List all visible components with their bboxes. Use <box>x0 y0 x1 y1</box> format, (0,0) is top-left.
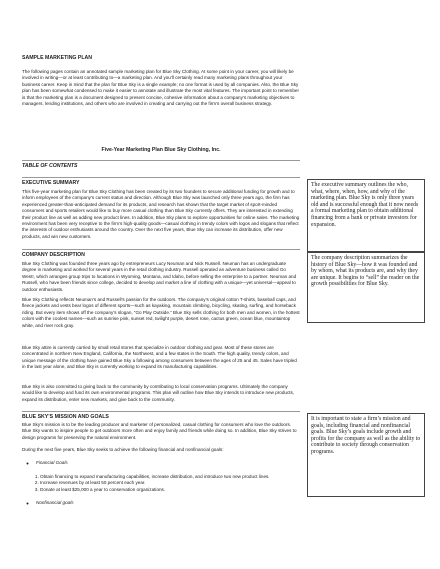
divider <box>22 411 300 412</box>
annotation-mission-goals: It is important to state a firm’s mission and goals, including financial and nonfinancial goals. Blue Sky’s goals include growth and profits for the company as well as the ability to contribute to society through conservation programs. <box>307 413 425 497</box>
company-paragraph-1: Blue Sky Clothing was founded three years ago by entrepreneurs Lucy Neuman and Nick Russell. Neuman has an undergraduate degree in marketing and worked for several years in the retail clothing industry. Russell operated an adventure business called Go West!, which arranges group trips to locations in Wyoming, Montana, and Idaho, before selling the enterprise to a partner. Neuman and Russell, who have been friends since college, decided to develop and market a line of clothing with a unique—yet universal—appeal to outdoor enthusiasts. <box>22 261 297 292</box>
annotation-company-description: The company description summarizes the history of Blue Sky—how it was founded and by whom, what its products are, and why they are unique. It begins to “sell” the reader on the growth possibilities for Blue Sky. <box>307 252 425 323</box>
company-description-heading: COMPANY DESCRIPTION <box>22 252 85 258</box>
company-paragraph-3: Blue Sky attire is currently carried by small retail stores that specialize in outdoor clothing and gear. Most of these stores are concentrated in northern New England, California, the Northwest, and a few states in the South. The high quality, trendy colors, and unique message of the clothing have gained Blue Sky a following among consumers between the ages of 25 and 45. Sales have tripled in the last year alone, and Blue Sky is currently working to expand its manufacturing capabilities. <box>22 345 297 370</box>
executive-summary-heading: EXECUTIVE SUMMARY <box>22 180 80 186</box>
mission-heading: BLUE SKY’S MISSION AND GOALS <box>22 414 109 420</box>
mission-text: Blue Sky’s mission is to be the leading producer and marketer of personalized, casual clothing for consumers who love the outdoors. Blue Sky wants to inspire people to get outdoors more often and enjoy family and friends while doing so. In addition, Blue Sky strives to design programs for preserving the natural environment. <box>22 422 297 440</box>
goals-list <box>22 460 314 466</box>
financial-goal: 3. Donate at least $25,000 a year to conservation organizations. <box>40 487 310 493</box>
page-title: SAMPLE MARKETING PLAN <box>22 55 93 61</box>
divider <box>22 160 300 161</box>
annotation-executive-summary: The executive summary outlines the who, what, where, when, how, and why of the marketing plan. Blue Sky is only three years old and is successful enough that it now needs a formal marketing plan to obtain additional financing from a bank or private investors for expansion. <box>307 179 425 252</box>
plan-title: Five-Year Marketing Plan Blue Sky Clothing, Inc. <box>101 147 221 153</box>
financial-goal: 1. Obtain financing to expand manufacturing capabilities, increase distribution, and introduce two new product lines. <box>40 474 310 480</box>
goals-intro: During the next five years, Blue Sky seeks to achieve the following financial and nonfinancial goals: <box>22 447 224 452</box>
executive-summary-text: This five-year marketing plan for Blue Sky Clothing has been created by its two founders to secure additional funding for growth and to inform employees of the company’s current status and direction. Although Blue Sky was launched only three years ago, the firm has experienced greater-than-anticipated demand for its products, and research has shown that the target market of sport-minded consumers and sports retailers would like to buy more casual clothing than Blue Sky currently offers. They are interested in extending their product line as well as adding new product lines. In addition, Blue Sky plans to explore opportunities for online sales. The marketing environment has been very receptive to the firm’s high-quality goods—casual clothing in trendy colors with logos and slogans that reflect the interests of outdoor enthusiasts around the country. Over the next five years, Blue Sky can increase its distribution, offer new products, and win new customers. <box>22 189 300 239</box>
intro-paragraph: The following pages contain an annotated sample marketing plan for Blue Sky Clothing. At some point in your career, you will likely be involved in writing—or at least contributing to—a marketing plan. And you’ll certainly read many marketing plans throughout your business career. Keep in mind that the plan for Blue Sky is a single example; no one format is used by all companies. Also, the Blue Sky plan has been somewhat condensed to make it easier to annotate and illustrate the most vital features. The important point to remember is that the marketing plan is a document designed to present concise, cohesive information about a company’s marketing objectives to managers, lending institutions, and others who are involved in creating and carrying out the firm’s overall business strategy. <box>22 69 299 107</box>
toc-heading: TABLE OF CONTENTS <box>22 163 78 169</box>
financial-goals-list <box>22 474 310 493</box>
financial-goals-label: ◦ Financial Goals <box>36 460 314 466</box>
financial-goal: 2. Increase revenues by at least 50 percent each year. <box>40 480 310 486</box>
company-paragraph-2: Blue Sky Clothing reflects Neuman’s and Russell’s passion for the outdoors. The company’s original cotton T-shirts, baseball caps, and fleece jackets and vests bear logos of different sports—such as kayaking, mountain climbing, bicycling, skating, surfing, and horseback riding. But every item shows off the company’s slogan, “Go Play Outside.” Blue Sky sells clothing for both men and women, in the hottest colors with the coolest names—such as sunrise pink, sunset red, twilight purple, desert rose, cactus green, ocean blue, mountaintop white, and river rock gray. <box>22 297 300 328</box>
divider <box>22 177 300 178</box>
divider <box>22 249 300 250</box>
company-paragraph-4: Blue Sky is also committed to giving back to the community by contributing to local conservation programs. Ultimately the company would like to develop and fund its own environmental programs. This plan will outline how Blue Sky intends to introduce new products, expand its distribution, enter new markets, and give back to the community. <box>22 384 295 402</box>
nonfinancial-goals-label: ◦ Nonfinancial goals <box>36 500 314 506</box>
nonfinancial-list <box>22 500 314 506</box>
